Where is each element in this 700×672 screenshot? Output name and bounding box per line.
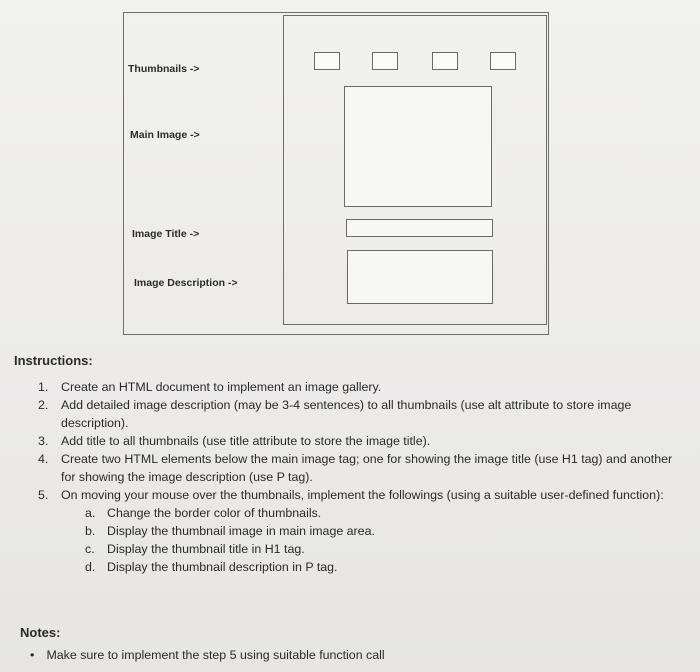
step-text: Add title to all thumbnails (use title attribute to store the image title). xyxy=(61,434,431,448)
instruction-step xyxy=(38,450,688,486)
substep-letter: c. xyxy=(85,542,95,556)
instructions-heading: Instructions: xyxy=(14,353,93,368)
substep xyxy=(85,558,688,576)
step-text: Create two HTML elements below the main image tag; one for showing the image title (use H1 tag) and another for showing the image description (use P tag). xyxy=(61,452,673,484)
substep-letter: b. xyxy=(85,524,96,538)
substep-text: Display the thumbnail description in P tag. xyxy=(107,560,338,574)
instruction-step xyxy=(38,378,688,396)
image-description-placeholder xyxy=(347,250,493,304)
bullet-icon: • xyxy=(30,648,35,662)
thumbnail-placeholder-1 xyxy=(314,52,340,70)
image-title-placeholder xyxy=(346,219,493,237)
step-text: On moving your mouse over the thumbnails, implement the followings (using a suitable user-defined function): xyxy=(61,488,664,502)
substep-text: Display the thumbnail title in H1 tag. xyxy=(107,542,305,556)
note-text: Make sure to implement the step 5 using suitable function call xyxy=(46,648,385,662)
substep-text: Display the thumbnail image in main image area. xyxy=(107,524,375,538)
substep-text: Change the border color of thumbnails. xyxy=(107,506,322,520)
instruction-step xyxy=(38,432,688,450)
label-image-description: Image Description -> xyxy=(134,277,238,289)
substep xyxy=(85,540,688,558)
step-number: 4. xyxy=(38,452,49,466)
step-text: Add detailed image description (may be 3-4 sentences) to all thumbnails (use alt attribute to store image description). xyxy=(61,398,632,430)
substep xyxy=(85,522,688,540)
step-number: 2. xyxy=(38,398,49,412)
thumbnail-placeholder-4 xyxy=(490,52,516,70)
instruction-step xyxy=(38,486,688,576)
thumbnail-placeholder-3 xyxy=(432,52,458,70)
thumbnail-placeholder-2 xyxy=(372,52,398,70)
substep-letter: d. xyxy=(85,560,96,574)
step-text: Create an HTML document to implement an image gallery. xyxy=(61,380,382,394)
instructions-list xyxy=(38,378,688,576)
label-thumbnails: Thumbnails -> xyxy=(128,63,200,75)
substep-list xyxy=(61,504,688,576)
label-image-title: Image Title -> xyxy=(132,228,200,240)
step-number: 5. xyxy=(38,488,49,502)
instruction-step xyxy=(38,396,688,432)
substep xyxy=(85,504,688,522)
note-item xyxy=(30,648,385,662)
substep-letter: a. xyxy=(85,506,96,520)
label-main-image: Main Image -> xyxy=(130,129,200,141)
notes-heading: Notes: xyxy=(20,625,61,640)
step-number: 1. xyxy=(38,380,49,394)
step-number: 3. xyxy=(38,434,49,448)
main-image-placeholder xyxy=(344,86,492,207)
